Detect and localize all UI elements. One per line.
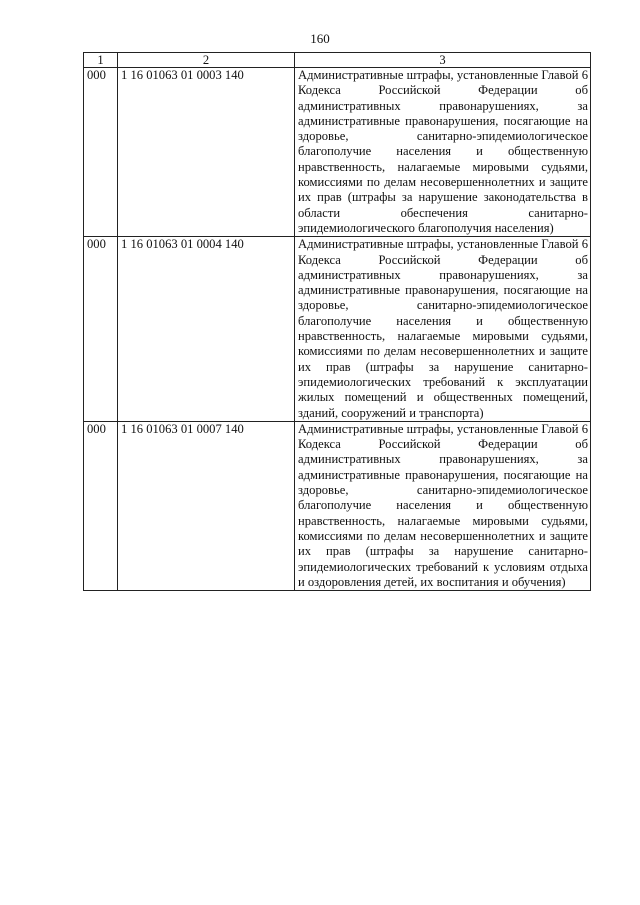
description-cell: Административные штрафы, установленные Главой 6 Кодекса Российской Федерации об административных правонарушениях, за административные правонарушения, посягающие на здоровье, санитарно-эпидемиологическое благополучие населения и общественную нравственность, налагаемые мировыми судьями, комиссиями по делам несовершеннолетних и защите их прав (штрафы за нарушение законодательства в области обеспечения санитарно-эпидемиологического благополучия населения)	[295, 68, 591, 237]
admin-code-cell: 000	[84, 421, 118, 590]
table-row	[84, 68, 591, 237]
column-header-1: 1	[84, 53, 118, 68]
admin-code-cell: 000	[84, 237, 118, 422]
page-number: 160	[310, 31, 330, 46]
admin-code-cell: 000	[84, 68, 118, 237]
budget-code-cell: 1 16 01063 01 0004 140	[118, 237, 295, 422]
description-cell: Административные штрафы, установленные Главой 6 Кодекса Российской Федерации об административных правонарушениях, за административные правонарушения, посягающие на здоровье, санитарно-эпидемиологическое благополучие населения и общественную нравственность, налагаемые мировыми судьями, комиссиями по делам несовершеннолетних и защите их прав (штрафы за нарушение санитарно-эпидемиологических требований к условиям отдыха и оздоровления детей, их воспитания и обучения)	[295, 421, 591, 590]
column-header-3: 3	[295, 53, 591, 68]
column-header-2: 2	[118, 53, 295, 68]
budget-code-cell: 1 16 01063 01 0007 140	[118, 421, 295, 590]
budget-classification-table	[83, 52, 591, 591]
description-cell: Административные штрафы, установленные Главой 6 Кодекса Российской Федерации об административных правонарушениях, за административные правонарушения, посягающие на здоровье, санитарно-эпидемиологическое благополучие населения и общественную нравственность, налагаемые мировыми судьями, комиссиями по делам несовершеннолетних и защите их прав (штрафы за нарушение санитарно-эпидемиологических требований к эксплуатации жилых помещений и общественных помещений, зданий, сооружений и транспорта)	[295, 237, 591, 422]
budget-code-cell: 1 16 01063 01 0003 140	[118, 68, 295, 237]
table-header-row	[84, 53, 591, 68]
table-row	[84, 421, 591, 590]
table-row	[84, 237, 591, 422]
